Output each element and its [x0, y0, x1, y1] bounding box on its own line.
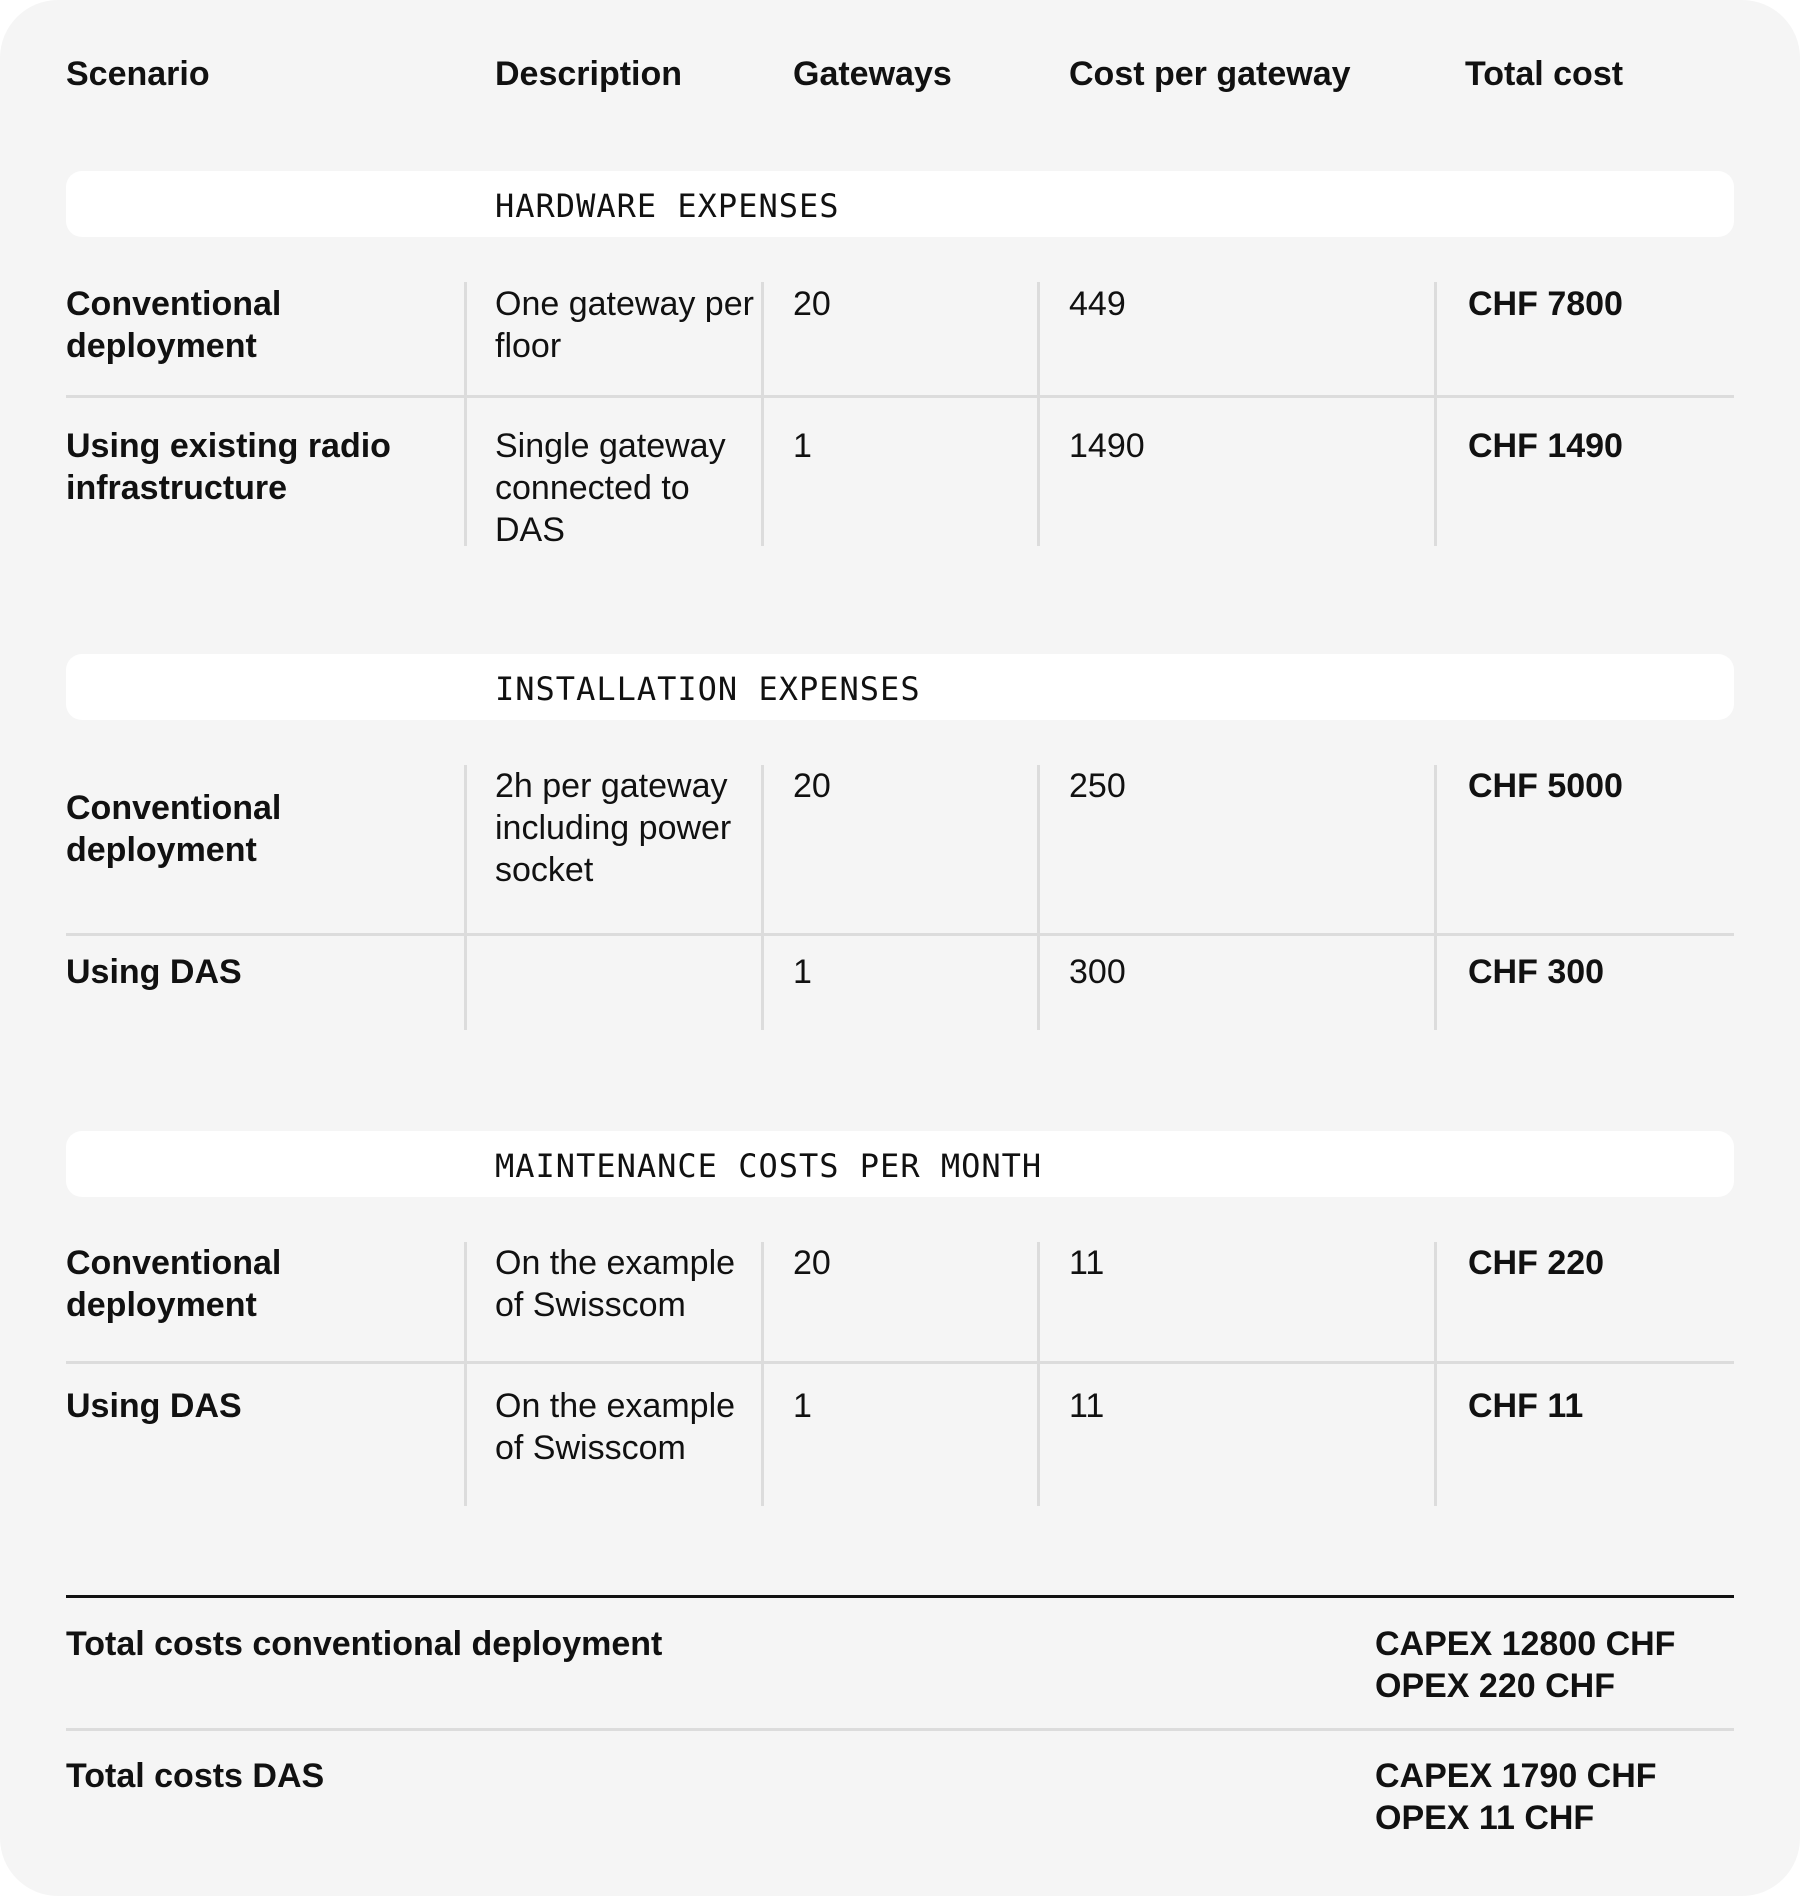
- total-cost-cell: CHF 220: [1468, 1244, 1605, 1282]
- table-row: [66, 282, 1734, 398]
- gateways-cell: 20: [793, 285, 831, 323]
- gateways-cell: 20: [793, 767, 831, 805]
- scenario-cell: Using existing radio infrastructure: [66, 427, 391, 507]
- scenario-cell: Using DAS: [66, 953, 242, 991]
- gateways-cell: 1: [793, 1387, 812, 1425]
- cost-per-gateway-cell: 250: [1069, 767, 1126, 805]
- total-row-das: [66, 1755, 1734, 1845]
- cost-per-gateway-cell: 11: [1069, 1387, 1105, 1425]
- cost-per-gateway-cell: 300: [1069, 953, 1126, 991]
- column-divider: [1037, 765, 1040, 936]
- opex-value: OPEX 220 CHF: [1375, 1667, 1615, 1705]
- table-row: [66, 1364, 1734, 1506]
- column-header-description: Description: [495, 55, 683, 93]
- total-label: Total costs conventional deployment: [66, 1625, 663, 1663]
- section-banner-installation: [66, 654, 1734, 720]
- column-divider: [464, 1242, 467, 1364]
- scenario-cell: Conventional deployment: [66, 285, 282, 365]
- section-banner-maintenance: [66, 1131, 1734, 1197]
- cost-per-gateway-cell: 11: [1069, 1244, 1105, 1282]
- section-title: HARDWARE EXPENSES: [495, 187, 840, 225]
- column-divider: [464, 1364, 467, 1506]
- column-divider: [761, 398, 764, 546]
- scenario-cell: Conventional deployment: [66, 1244, 282, 1324]
- totals-divider: [66, 1595, 1734, 1598]
- section-title: INSTALLATION EXPENSES: [495, 670, 921, 708]
- description-cell: One gateway per floor: [495, 285, 754, 365]
- column-divider: [464, 936, 467, 1030]
- column-header-cost-per-gateway: Cost per gateway: [1069, 55, 1351, 93]
- column-divider: [464, 282, 467, 398]
- total-cost-cell: CHF 300: [1468, 953, 1605, 991]
- description-cell: Single gateway connected to DAS: [495, 427, 726, 549]
- total-values: [1375, 1623, 1675, 1707]
- column-header-gateways: Gateways: [793, 55, 952, 93]
- table-row: [66, 1242, 1734, 1364]
- total-cost-cell: CHF 11: [1468, 1387, 1584, 1425]
- section-banner-hardware: [66, 171, 1734, 237]
- total-values: [1375, 1755, 1657, 1839]
- description-cell: 2h per gateway including power socket: [495, 767, 732, 889]
- column-header-total-cost: Total cost: [1465, 55, 1624, 93]
- gateways-cell: 20: [793, 1244, 831, 1282]
- total-row-conventional: [66, 1623, 1734, 1729]
- table-row: [66, 936, 1734, 1030]
- capex-value: CAPEX 12800 CHF: [1375, 1625, 1676, 1663]
- column-divider: [761, 1242, 764, 1364]
- column-divider: [1434, 936, 1437, 1030]
- column-divider: [1037, 282, 1040, 398]
- column-divider: [464, 398, 467, 546]
- row-divider: [66, 1728, 1734, 1731]
- column-divider: [761, 282, 764, 398]
- table-row: [66, 765, 1734, 936]
- column-header-scenario: Scenario: [66, 55, 210, 93]
- column-divider: [1434, 765, 1437, 936]
- total-cost-cell: CHF 1490: [1468, 427, 1623, 465]
- column-divider: [1434, 1364, 1437, 1506]
- description-cell: On the example of Swisscom: [495, 1244, 736, 1324]
- total-cost-cell: CHF 5000: [1468, 767, 1623, 805]
- column-divider: [761, 1364, 764, 1506]
- scenario-cell: Using DAS: [66, 1387, 242, 1425]
- scenario-cell: Conventional deployment: [66, 789, 282, 869]
- column-divider: [1434, 1242, 1437, 1364]
- column-divider: [1037, 398, 1040, 546]
- total-cost-cell: CHF 7800: [1468, 285, 1623, 323]
- column-divider: [761, 936, 764, 1030]
- capex-value: CAPEX 1790 CHF: [1375, 1757, 1657, 1795]
- opex-value: OPEX 11 CHF: [1375, 1799, 1595, 1837]
- column-divider: [1434, 398, 1437, 546]
- column-divider: [1037, 1242, 1040, 1364]
- column-divider: [761, 765, 764, 936]
- cost-per-gateway-cell: 449: [1069, 285, 1126, 323]
- column-divider: [464, 765, 467, 936]
- column-divider: [1037, 1364, 1040, 1506]
- cost-per-gateway-cell: 1490: [1069, 427, 1145, 465]
- gateways-cell: 1: [793, 427, 812, 465]
- table-row: [66, 398, 1734, 549]
- description-cell: On the example of Swisscom: [495, 1387, 736, 1467]
- column-divider: [1434, 282, 1437, 398]
- section-title: MAINTENANCE COSTS PER MONTH: [495, 1147, 1043, 1185]
- gateways-cell: 1: [793, 953, 812, 991]
- total-label: Total costs DAS: [66, 1757, 325, 1795]
- column-divider: [1037, 936, 1040, 1030]
